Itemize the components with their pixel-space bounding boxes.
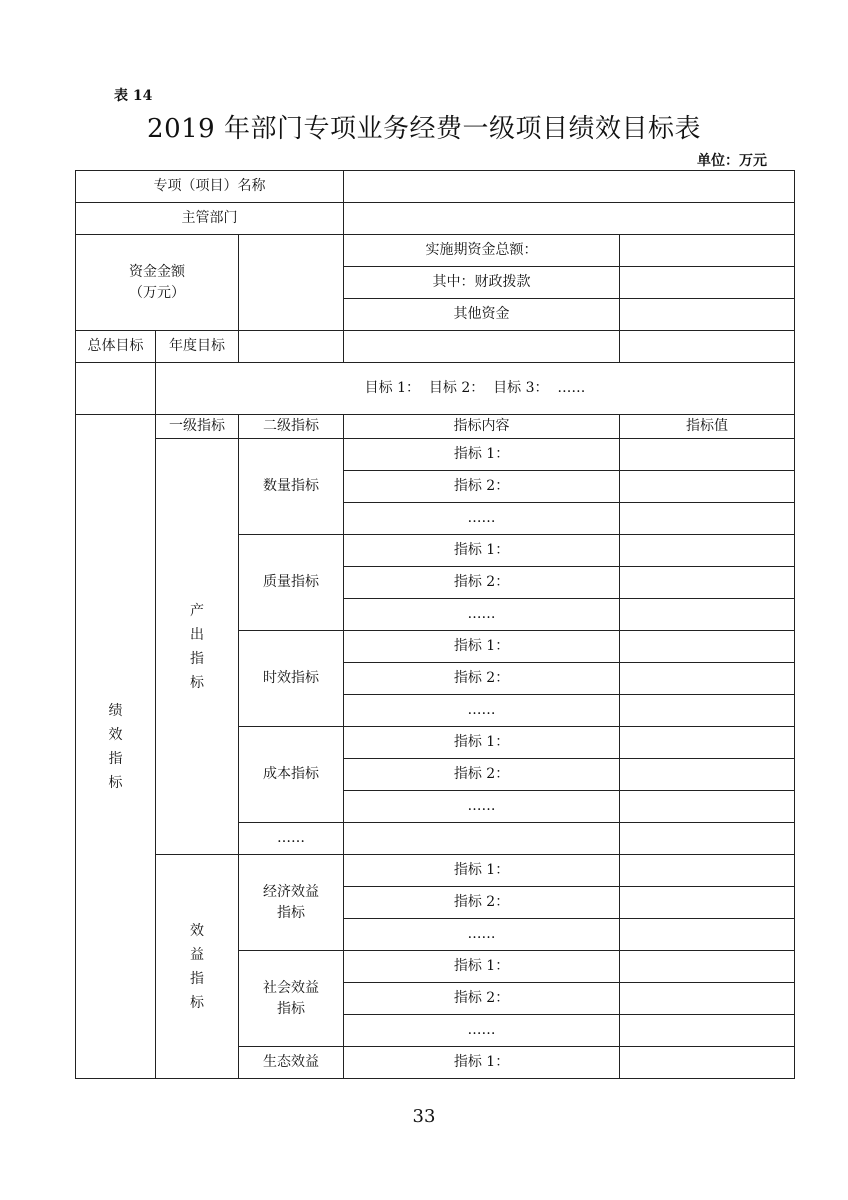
page-number: 33 xyxy=(412,1106,436,1127)
col-value: 指标值 xyxy=(620,415,795,439)
col-level1: 一级指标 xyxy=(156,415,239,439)
group-label: …… xyxy=(239,823,344,855)
indicator-content: …… xyxy=(344,599,620,631)
group-label: 社会效益指标 xyxy=(239,951,344,1047)
indicator-content: 指标 1： xyxy=(344,727,620,759)
indicator-content: 指标 1： xyxy=(344,439,620,471)
indicator-content: …… xyxy=(344,791,620,823)
col-content: 指标内容 xyxy=(344,415,620,439)
indicator-content: 指标 1： xyxy=(344,1047,620,1079)
group-label: 经济效益指标 xyxy=(239,855,344,951)
table-number: 表 14 xyxy=(114,88,153,104)
indicator-content: …… xyxy=(344,1015,620,1047)
other-funds-label: 其他资金 xyxy=(344,299,620,331)
unit-label: 单位：万元 xyxy=(697,153,767,169)
goals-text: 目标 1： 目标 2： 目标 3： …… xyxy=(156,363,795,415)
funds-label: 资金金额 （万元） xyxy=(76,235,239,331)
dept-value xyxy=(344,203,795,235)
indicator-content: 指标 2： xyxy=(344,983,620,1015)
indicator-content: 指标 2： xyxy=(344,663,620,695)
overall-goal-label: 总体目标 xyxy=(76,331,156,363)
indicator-content: 指标 2： xyxy=(344,471,620,503)
fiscal-funds-value xyxy=(620,267,795,299)
group-label: 质量指标 xyxy=(239,535,344,631)
indicator-content: …… xyxy=(344,503,620,535)
col-level2: 二级指标 xyxy=(239,415,344,439)
annual-goal-label: 年度目标 xyxy=(156,331,239,363)
indicator-content: …… xyxy=(344,919,620,951)
output-label: 产出指标 xyxy=(156,439,239,855)
project-name-label: 专项（项目）名称 xyxy=(76,171,344,203)
indicator-content: 指标 2： xyxy=(344,887,620,919)
indicator-content: 指标 1： xyxy=(344,855,620,887)
total-funds-value xyxy=(620,235,795,267)
other-funds-value xyxy=(620,299,795,331)
indicator-content: 指标 2： xyxy=(344,759,620,791)
dept-label: 主管部门 xyxy=(76,203,344,235)
group-label: 数量指标 xyxy=(239,439,344,535)
indicator-content: 指标 2： xyxy=(344,567,620,599)
total-funds-label: 实施期资金总额： xyxy=(344,235,620,267)
indicator-content: 指标 1： xyxy=(344,951,620,983)
indicator-content: 指标 1： xyxy=(344,535,620,567)
indicator-content: …… xyxy=(344,695,620,727)
project-name-value xyxy=(344,171,795,203)
page-title: 2019 年部门专项业务经费一级项目绩效目标表 xyxy=(147,114,701,144)
goals-blank xyxy=(76,363,156,415)
performance-table xyxy=(75,170,795,1079)
group-label: 生态效益 xyxy=(239,1047,344,1079)
group-label: 时效指标 xyxy=(239,631,344,727)
perf-label: 绩效指标 xyxy=(76,415,156,1079)
funds-blank xyxy=(239,235,344,331)
fiscal-funds-label: 其中：财政拨款 xyxy=(344,267,620,299)
indicator-content: 指标 1： xyxy=(344,631,620,663)
benefit-label: 效益指标 xyxy=(156,855,239,1079)
group-label: 成本指标 xyxy=(239,727,344,823)
